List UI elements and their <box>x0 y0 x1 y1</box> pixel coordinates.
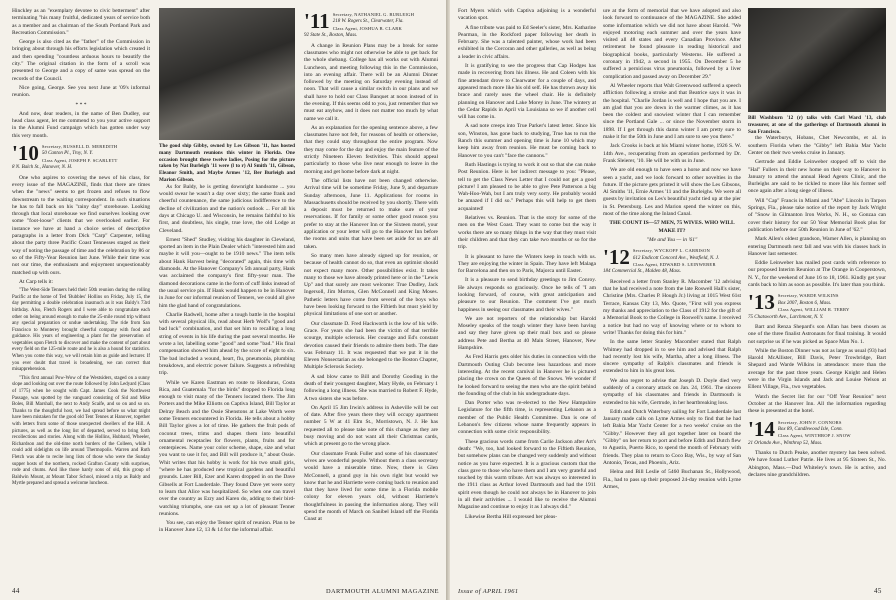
paragraph: Relatives vs. Reunion. That is the story for some of the men on the West Coast. They want to come but the way it works there are so many things in the way that they must visit their children and that they can take two months or so for the trip. <box>458 215 596 251</box>
paragraph: Mark Allen's oldest grandson, Warner Allen, is planning on entering Dartmouth next fall and was with his classes back in Hanover last semester. <box>748 236 886 257</box>
paragraph: As an explanation for the opening sentence above, a few classmates have not felt, for reasons of health or otherwise, that they could stay throughout the entire program. Now they may come for the day and enjoy the main feature of the strictly Nineteen Eleven festivities. This should appeal particularly to those who live near enough to leave in the morning and get home before dark at night. <box>304 124 438 175</box>
paragraph: A fine tribute was paid to Ed Seeler's sister, Mrs. Katharine Pearman, in the Rockford paper following her death in February. She was a talented painter, whose work had been exhibited in the Corcoran and other galleries, as well as being a leader in civic affairs. <box>458 24 596 60</box>
paragraph: At Carp tells it: <box>19 278 54 285</box>
paragraph: Al Wheeler reports that Walt Greenwood suffered a speech affliction following a stroke and that Beatrice says it was in the hospital. "Charlie Jordan is well and I hope that you are. I am glad that you are down in the warmer climes, as it has been the coldest and snowiest winter that I can remember since the Portland Gale ... or since the November storm in 1898. If I get through this damn winter I am pretty sure to make it for the 50th in June and I am sure to see you there." <box>603 82 741 141</box>
paragraph: On April 15 Jim Irwin's address in Asheville will be out of date. After five years there they will occupy apartment number 5 W at 41 Elm St., Morristown, N. J. He has requested all to please take note of this change as they are busy moving and do not want all their Christmas cards, which at present go to the wrong place. <box>304 404 438 448</box>
class-year: '13 <box>748 293 775 315</box>
paragraph: Ernest "Shed" Studley, visiting his daughter in Cleveland, sported an item in the Plain Dealer which "interested him and maybe it will you—ought to be 1910 news." The item tells about Hank Harvest being "decorated" again, this time with diamonds. At the Hanover Company's 5th annual party, Hank was acclaimed the company's first fifty-year man. The diamond decorations came in the form of cuff links instead of the usual service pin. If Hank would happen to be in Hanover in June for our informal reunion of Tenners, we could all give him the glad hand of congratulations. <box>159 236 295 309</box>
paragraph: Watch the Secret list for our "Off Year Reunion" next October at the Hanover Inn. All the information regarding these is presented at the hotel. <box>748 393 886 415</box>
column-4 <box>458 8 596 582</box>
page-number-left: 44 <box>12 587 20 595</box>
paragraph: ure at the form of memorial that we have adopted and also look forward to continuance of the MAGAZINE. She added some information which we did not have about Harold. "We enjoyed motoring each summer and over the years have visited all 48 states and every Canadian Province. After retirement he found pleasure in reading historical and biographical books, particularly Westerns. He suffered a coronary in 1942, a second in 1955. On December 5 he suffered a pernicious virus pneumonia, followed by a liver complication and passed away on December 29." <box>603 8 741 80</box>
secretary-address: 218 W. Rogers St., Clearwater, Fla. <box>332 19 404 25</box>
yacht-gibby-group-photo <box>159 8 295 140</box>
paragraph: We also regret to advise that Joseph D. Doyle died very suddenly of a coronary attack on Jan. 24, 1961. The sincere sympathy of his classmates and friends in Dartmouth is extended to his wife, Gertrude, in her heartbreaking loss. <box>603 377 741 406</box>
paragraph: A sad note creeps into True Parker's latest letter. Since his son, Winston, has gone back to studying, True has to run the Ranch this summer and opening time is June 10 which may keep him away from reunion. He must be coming back to Hanover to you can't "face the cannons." <box>458 123 596 159</box>
paragraph: It is a pleasure to send birthday greetings to Jim Conroy. He always responds so graciously. Once he tells of "I am looking forward, of course, with great anticipation and pleasure to our Reunion. The comment I've got much happiness in seeing our classmates and their wives." <box>458 277 596 313</box>
paragraph: While we Karen Eastman en route to Honduras, Costa Rica, and Guatemala "for the birds" dropped to Florida long enough to visit many of the Tenners located there. The Jim Porters and the Mike Elliotts on Captiva Island, Bill Taylor at Delray Beach and the Ossie Shenstons at Lake Worth were some Tenners encountered in Florida. He tells about a hobby Bill Taylor gives a lot of time. He gathers the fruit pods of coconut trees, trims and shapes them into beautiful ornamental receptacles for flowers, plants, fruits and for centerpieces. Name your color scheme, shape, size and what you want to use it for, and Bill will produce it," about Ossie. Whit writes that his hobby is work for his two small girls, "where he has produced new tropical gardens and beautiful grounds. Later Bill, Ezer and Karen dropped in on the Dave Gibsells at Fort Lauderdale. They found Dave yet were sorry to learn that Alice was hospitalized. So when one can travel over the country as Ezry and Karen do, adding to their bird-watching triumphs, one can set up a lot of pleasant Tenner reunions. <box>159 379 295 517</box>
agent-name: JOSHUA B. CLARK <box>359 25 402 31</box>
paragraph: Edith and Dutch Waterbury sailing for Fort Lauderdale last January made calls on Lyme Armes only to find that he had left Bahia Mar Yacht Center for a two weeks' cruise on the "Gibby." However they all got together later on board the "Gibby" on her return to port and before Edith and Dutch flew to Agustin, Puerto Rico, to spend the month of February with friends. They plan to return to Coco Bay, Wis., by way of San Antonio, Texas, and Phoenix, Ariz. <box>603 408 741 466</box>
class-count-notice: THE COUNT IS—57 MEN, 75 WIVES. WHO WILL MAKE IT? <box>609 220 735 234</box>
paragraph: As for Baldy, he is getting downright handsome ... you would swear he wasn't a day over sixty; the same frank and cheerful countenance, the same judicious indifference to the decline of civilization and the nation's outlook ... For all his days at Chicago U. and Wisconsin, he remains faithful to his first, and doubtless, his single, true love, the old Lodge at Cleveland. <box>159 183 295 234</box>
paragraph: Hinckley as an "exemplary devotee to civic betterment" after terminating "his many fruitful, dedicated years of service both as a member and as chairman of the South Portland Park and Recreation Commission." <box>12 8 150 36</box>
paragraph: Gertrude and Eddie Leinweber stopped off to visit the "Hal" Fullers in their new home on their way to Hanover in January to attend the annual Head Agents Clinic, and the Burleighs are said to be tickled to more like his former self once again after a long siege of illness. <box>748 159 886 195</box>
class-1911-heading <box>304 12 438 40</box>
paragraph: A change in Reunion Plans may be a break for some classmates who might not otherwise be able to get back for the whole shebang. College has all works out with Alumni Luncheon, and meeting following this in the Commission, into an evening affair. There will be an Alumni Dinner followed by the meeting on Saturday evening instead of noon. That will cause a similar switch in our plans and we shall have to hold our Class Banquet at noon instead of in the evening. If this seems odd to you, just remember that we must eat anyhow, and it does not matter too much by what name we call it. <box>304 42 438 122</box>
agent-address: 8 N. Balch St., Hanover, N. H. <box>12 165 73 171</box>
agent-name: EDWARD S. LEINWEBER <box>659 262 716 268</box>
secretary-address: Box 89, Candlewood Isle, Conn. <box>777 426 843 432</box>
paragraph: These gracious words came from Carlie Jackson after Art's death: "We, too, had looked forward to the Fiftieth Reunion, but somehow plans can be changed very suddenly and without notice as you have expected. It is a gracious custom that the class gave to those who have them and I am very grateful and touched by this warm tribute. Art was always so interested in the 1911 class as Arthur loved Dartmouth and had the 1911 spirit even though he could not always be in Hanover to join in all their activities ... I would like to receive the Alumni Magazine and continue to enjoy it as I always did." <box>458 438 596 511</box>
class-year: '14 <box>748 419 775 441</box>
paragraph: Eddie Leinweber has mailed post cards with reference to our proposed Interim Reunion at The Orange in Cooperstown, N. Y., for the weekend of June 16 to 18, 1961. Kindly get your cards back to him as soon as possible. It's later than you think. <box>748 260 886 289</box>
agent-name: WILLIAM R. TERRY <box>804 307 850 313</box>
paragraph: Helna and Bill Leslie of 5460 Buchanan St., Hollywood, Fla., had to pass up their proposed 24-day reunion with Lyme Armes, <box>603 469 741 490</box>
separator-stars: * * * <box>75 101 87 108</box>
secretary-name: JOHN F. CONNORS <box>799 419 842 425</box>
column-3 <box>304 8 438 582</box>
paragraph: And now, dear readers, in the name of Ben Dudley, our head class agent, let me commend to you your active support in the Alumni Fund campaign which has gotten under way this very month. <box>12 110 150 139</box>
paragraph: Received a letter from Stanley R. Macomber '12 advising that he had received a note from the late Roswell Hall's sister, Christine (Mrs. Charles P. Hough Jr.) living at 1015 West 61st Terrace, Kansas City 13, Mo. Quote, "First will you express my thanks and appreciation to the Class of 1912 for the gift of a Memorial Book to the College in Roswell's name. I received a notice but had no way of knowing where or to whom to write! Thanks for doing this for him." <box>603 278 741 336</box>
footer-issue-date: Issue of APRIL 1961 <box>458 588 519 595</box>
paragraph: In the same letter Stanley Macomber stated that Ralph Whitney had dropped in to see him and advised that Ralph had recently lost his wife, Martha, after a long illness. The sincere sympathy of Ralph's classmates and friends is extended to him in his great loss. <box>603 339 741 375</box>
paragraph: It is pleasant to have the Winters keep in touch with us. They are enjoying the winter in Spain. They have left Malaga for Barcelona and then on to Paris, Majorca until Easter. <box>458 253 596 275</box>
class-1912-heading <box>603 248 741 276</box>
secretary-address: Box 2007, Boston 6, Mass. <box>777 300 832 306</box>
column-1 <box>12 8 150 582</box>
class-slogan: "Me and You — in '61" <box>646 236 698 243</box>
alumni-gathering-photo <box>748 8 886 112</box>
agent-label: Class Agent, <box>41 157 68 163</box>
photo-caption: Bill Washburn '12 (r) talks with Carl Ward '13, club treasurer, at one of the gatherings of Dartmouth alumni in San Francisco. <box>748 115 886 135</box>
paragraph: "This first annual Pow-Wow of the Westsiders, staged on a sunny slope and looking out over the route followed by John Ledyard (Class of 1775) when he sought with Capt. James Cook the Northwest Passage, was spotted by the vanguard consisting of Sid and Mike Boles, Bill Marshall, the next to Andy Scaife, and so on and so on. Thanks to the thoughtful host, we had spread before us what might have been mistaken for the good old Tent Tennes at Hanover, together with letters from some of those unexpected dwellers of the Hill. A pictures, as well as the long list of departed, served to bring forth recollections and stories. Along with the Hollins, Hubbard, Wheeler, Richardson and the old-time north borders of the Colleen, while I could add sidelights on life around Thermopolis. Warren and Ruth Fletch was able to recite long lists of those who were the Sunday supper hosts of the northern, rocked Grafton County with surprises, rode and chums. And like those hardy sons of old, this group of Baldwin Mount, at Mount Tabor School, missed a trip as Baldy and Myrtle prepared and spread a welcome luncheon. <box>12 375 150 487</box>
paragraph: Thanks to Dutch Peake, another mystery has been solved. We have found Luther Patrie. He lives at 95 Sixteen St., No. Abington, Mass.—Dud Whiteley's town. He is active, and declares nine grandchildren. <box>748 450 886 479</box>
agent-address: 21 Orlando Ave., Winthrop 52, Mass. <box>748 440 823 446</box>
agent-name: JOSEPH F. SCARLETT <box>68 157 118 163</box>
paragraph: We are old enough to have seen a horse and now we have seen a yacht, and we look forward to other novelties in the future. If the picture gets printed it will show the Les Gibsons, Al Smiths '11, Ernie Armes '11 and the Burleighs. We were all guests by invitation on Les's beautiful yacht tied up at the pier in St. Petersburg. Les and Marion spend the winter on this, most of the time along the Inland Canal. <box>603 167 741 218</box>
paragraph: Our classmate Frank Fuller and some of his classmates' wives are wonderful people. Without them a class secretary would have a miserable time. Now, there is Glen McConnell, a grand guy in his own right but would we know that he and Harriette were coming back to reunion and that they have lived for some time in a Florida mobile colony for eleven years old, without Harriette's thoughtfulness in passing the information along. They will spend the month of March on Sanibel Island off the Florida Coast at <box>304 450 438 523</box>
secretary-name: WARDE WILKINS <box>799 293 839 299</box>
secretary-label: Secretary, <box>632 248 654 254</box>
class-year: '10 <box>12 144 39 166</box>
paragraph: Dan Porter who was re-elected to the New Hampshire Legislature for the fifth time, is representing Lebanon as a member of the Public Health Committee. Dan is one of Lebanon's few citizens whose name frequently appears in connection with some civic responsibility. <box>458 400 596 436</box>
paragraph: The official lists have not been changed otherwise. Arrival time will be sometime Friday, June 9, and departure Sunday afternoon, June 11. Applications for rooms in Massachusetts should be received by you shortly. There with a deposit must be returned to make sure of your reservations. If for family or some other good reason you prefer to stay at the Hanover Inn or the Sixteen motel, your application or your letter will go to the Hanover Inn before the rooms and units that have been set aside for us are all taken. <box>304 177 438 250</box>
paragraph: We are not reporters of the relationship but Harold Moseley speaks of the tough winter they have been having and say they have given up their mail box and so please address Pete and Bertha at 40 Main Street, Hanover, New Hampshire. <box>458 315 596 352</box>
paragraph: You see, can enjoy the Tenner spirit of reunion. Plan to be in Hanover June 12, 13 & 14 for the informal affair. <box>159 520 295 534</box>
class-1910-heading <box>12 144 150 172</box>
class-1914-heading <box>748 420 886 448</box>
paragraph: Jack Crooks is back at his Miami winter home, 1926 S. W. 14th Ave., recuperating from an operation performed by Dr. Frank Sleierer, '10. He will be with us in June. <box>603 143 741 164</box>
column-2 <box>159 8 295 582</box>
paragraph: While the Boston Dinner was not as large as usual (93) had Harold McAllister, Bill Davis, Peter Trowbridge, Bart Shepard and Warde Wilkins in attendance: more than the average for the past three years. George Knight and Helen were in the Virgin Islands and Jack and Louise Nelson at Ellent Village, Fla., two vegetables. <box>748 347 886 391</box>
paragraph: As Fred Harris gets older his duties in connection with the Dartmouth Outing Club become less hazardous and more interesting. At the recent carnival in Hanover he is pictured placing the crown on the Queen of the Snows. We wonder if he looked forward to seeing the men who are the spirit behind the founding of the club in his undergraduate days. <box>458 354 596 397</box>
class-1913-heading <box>748 293 886 321</box>
photo-caption: The good ship Gibby, owned by Les Gibson '11, has hosted many Dartmouth reunions this winter in Florida. One occasion brought these twelve ladies, Posing for the picture taken by Nat Burleigh '11 were (l to r) Al Smith '11, Gibson, Eleanor Smith, and Maybe Armes '12, Ber Burleigh and Marion Gibson. <box>159 143 295 183</box>
page-number-right: 45 <box>874 587 882 595</box>
class-year: '12 <box>603 248 630 270</box>
paragraph: George is also cited as the "father" of the Commission in bringing about through his efforts legislation which created it and then spending "countless arduous hours to beautify the city." The original citation in the form of a scroll was presented to George and a copy of same was spread on the records of the Council. <box>12 39 150 82</box>
paragraph: Will "Cap" Francis in Miami and "Abe" Lincoln in Tarpon Springs, Fla., please take notice of the report by Jack Wright of "Snow in Gilmanton Iron Works, N. H., so Gonzaa can cover their history for our 50 Year Memorial Book plus for publication before our 50th Reunion in June of '62." <box>748 197 886 233</box>
paragraph: Nice going, George. See you next June at '09's informal reunion. <box>12 84 150 99</box>
secretary-label: Secretary, <box>41 144 63 150</box>
paragraph: Likewise Bertha Hill expressed her pleas- <box>465 513 558 520</box>
agent-address: 92 State St., Boston, Mass. <box>304 33 358 39</box>
paragraph: the Waterburys, Hobans, Chet Newcombs, et al. in southern Florida when the "Gibby" left Bahia Mar Yacht Center on their two weeks cruise in January. <box>748 135 886 156</box>
agent-name: WINTHROP J. SNOW <box>804 433 851 439</box>
secretary-name: RUSSELL D. MEREDITH <box>63 144 118 150</box>
left-page <box>0 0 446 600</box>
paragraph: Charlie Radwell, home after a tough battle in the hospital with several physical ills, read about Herb Wolf's "good and bad luck" combination, and that set him to recalling a long string of events in his life during the past several months. He wrote a lot, labelling some "good" and some "bad." His final compensation showed him ahead by the score of eight to six. The bad included a wound, heart, flu, pneumonia, plumbing breakdown, and electric power failure. Suggests a refreshing trip. <box>159 311 295 377</box>
paragraph: Bart and Renza Shepard's son Allan has been chosen as one of the three finalist Astronauts for final training. It would not surprise us if he was picked as Space Man No. 1. <box>748 323 886 345</box>
paragraph: Ruth Hastings is trying to work it out so that she can make Post Reunion. Here is her indirect message to you: "Please, tell to get the Class News Letter that I could not get a good picture! I am pleased to be able to give Pete Patterson a big Wah-Hoo-Wah, but I am truly very sorry. He probably would be amazed if I did so." Perhaps this will help to get them acquainted! <box>458 161 596 212</box>
right-page <box>450 0 896 600</box>
paragraph: One who aspires to covering the news of his class, for every issue of the MAGAZINE, finds that there are times when the "news" seems to get frozen and refuses to flow downstream to the waiting correspondent. In such situations he has to fall back on his "rainy day" storehouse. Looking through that local storehouse we find ourselves looking over some "foot-loose" clients that we overlooked earlier. For instance we have at hand a choice series of descriptive paragraphs in a letter from Dick "Carp" Carpenter, telling about the party three Pacific Coast Tennesses staged as their way of noting the passage of time and the celebration by 86 or so of the Fifty-Year Reunion last June. While their time was not our time, the enthusiasm and enjoyment unquestionably matched up with ours. <box>12 174 150 276</box>
column-5 <box>603 8 741 582</box>
class-year: '11 <box>304 12 330 33</box>
agent-label: Class Agent, <box>777 433 804 439</box>
secretary-name: NATHANIEL G. BURLEIGH <box>354 12 415 17</box>
agent-label: Class Agent, <box>332 25 359 31</box>
paragraph: Our classmate D. Fred Hackworth is the low of his wife. Grace. For years she had been the victim of that terrible scourge, multiple sclerosis. Her courage and Ed's constant devotion caused their friends to admire them both. The date was February 11. It was requested that we put it in the Eleven Nonsectarian as she belonged to the Boston Chapter, Multiple Sclerosis Society. <box>304 320 438 371</box>
agent-label: Class Agent, <box>632 262 659 268</box>
agent-address: 75 Chatsworth Ave., Larchmont, N. Y. <box>748 314 824 320</box>
agent-address: 184 Commercial St., Malden 48, Mass. <box>603 269 682 275</box>
column-6 <box>748 8 886 582</box>
paragraph: So many men have already signed up for reunion, or because of health cannot do so, that even an optimist should not expect many more. Other possibilities exist. It takes many to those we have already printed here or in the "Lewis Up" and that surely are most welcome: True Dudley, Jack Ingersoll, Jim Morton, Glen McConnell and King Moses. Pathetic letters have come from several of the boys who have been looking forward to the Fiftieth but must yield by physical limitations of one sort or another. <box>304 252 438 318</box>
secretary-name: WYCKOFF L. CARRISON <box>654 248 711 254</box>
secretary-label: Secretary, <box>332 12 353 17</box>
paragraph: A sad blow came to Bill and Dorothy Gooding in the death of their youngest daughter, Mary Hyde, on February 1 following a long illness. She was married to Robert F. Hyde, A two sisters she was before. <box>304 373 438 402</box>
agent-label: Class Agent, <box>777 307 804 313</box>
paragraph: "The West-Side Tenners held their 50th reunion during the rolling Pacific at the home of Ted 'Bubbles' Hollins on Friday, July 15, the day permitting a double celebration inasmuch as it was Baldy's 73rd birthday. Also, Fletch Rogers and I were able to congratulate each other on being around enough to make the 25-mile round trip without any special preparation or undue undertaking. The ride from San Francisco to Monterey brought cheerful company with food and guidance. His years of engineering a plant for the preservation of vegetables upon Fletch to discover and make the content of part about every field on the 125-mile route and he is also a hound for statistics. When you come this way, we will retain him as guide and lecturer. If you ever doubt that travel is broadening, we can correct that misapprehension. <box>12 288 150 373</box>
footer-magazine-title: DARTMOUTH ALUMNI MAGAZINE <box>326 588 439 595</box>
secretary-label: Secretary, <box>777 293 799 299</box>
paragraph: It is gratifying to see the progress that Cap Hodges has made in recovering from his illness. He and Coleen with his fine attendant drove to Clearwater for a couple of days, and appeared much more like his old self. He has thrown away his brace and rarely uses the wheel chair. He is definitely planning on Hanover and Lake Morey in June. The wintery at the Cedar Rapids in April via Louisiana so we if another cell will has come in. <box>458 63 596 121</box>
secretary-address: 612 Endicott Concord Ave., Westfield, N. J. <box>632 255 720 261</box>
secretary-label: Secretary, <box>777 419 799 425</box>
paragraph: Fort Myers which with Captiva adjoining is a wonderful vacation spot. <box>458 8 596 22</box>
secretary-address: 50 Canton Pl., Troy, N. Y. <box>41 151 93 157</box>
